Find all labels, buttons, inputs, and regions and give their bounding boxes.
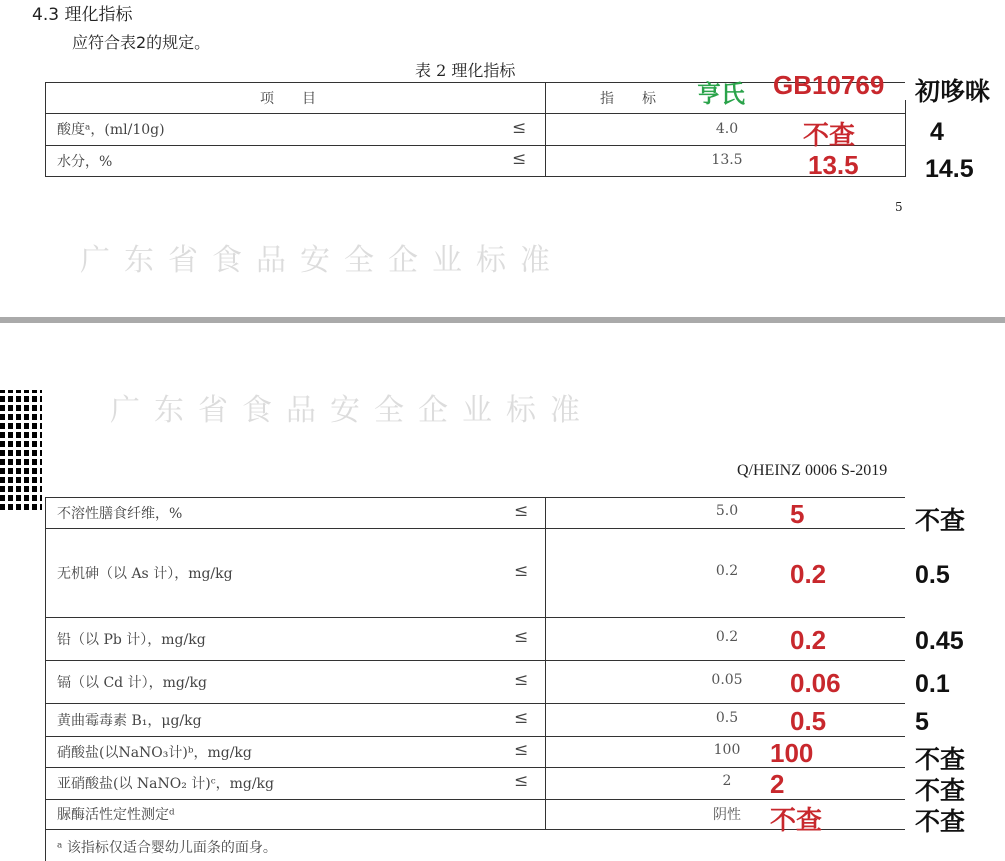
black-value: 0.45	[915, 626, 964, 655]
op: ≤	[512, 118, 527, 138]
black-value: 不查	[915, 745, 966, 774]
annot-black: 初哆咪	[915, 78, 991, 106]
row-item: 硝酸盐(以NaNO₃计)ᵇ，mg/kg	[57, 744, 252, 761]
black-value: 4	[930, 118, 944, 146]
red-value: 不查	[770, 805, 823, 835]
row-item: 酸度ᵃ，(ml/10g)	[57, 122, 165, 138]
row-item: 不溶性膳食纤维，%	[57, 505, 183, 522]
row-value: 0.2	[715, 628, 739, 645]
black-value: 0.5	[915, 560, 950, 589]
black-value: 5	[915, 707, 929, 736]
page-divider	[0, 317, 1005, 323]
row-value: 阴性	[713, 807, 741, 823]
black-value: 不查	[915, 777, 966, 805]
watermark: 广东省食品安全企业标准	[110, 393, 594, 428]
op: ≤	[514, 739, 529, 760]
op: ≤	[514, 626, 529, 647]
op: ≤	[512, 149, 527, 169]
row-value: 13.5	[711, 152, 743, 168]
annot-green: 亨氏	[697, 81, 745, 108]
red-value: 0.2	[790, 558, 827, 589]
red-value: 0.2	[790, 624, 827, 655]
row-value: 0.5	[715, 709, 739, 726]
row-value: 2	[722, 773, 732, 789]
row-item: 脲酶活性定性测定ᵈ	[57, 807, 175, 823]
section-heading: 4.3 理化指标	[32, 5, 133, 25]
op: ≤	[514, 560, 529, 581]
op: ≤	[514, 707, 529, 728]
row-value: 4.0	[715, 121, 739, 137]
row-item: 亚硝酸盐(以 NaNO₂ 计)ᶜ，mg/kg	[57, 776, 275, 792]
row-item: 无机砷（以 As 计），mg/kg	[57, 565, 233, 582]
red-value: 0.06	[790, 667, 841, 698]
op: ≤	[514, 771, 529, 791]
row-item: 黄曲霉毒素 B₁，μg/kg	[57, 712, 202, 729]
black-value: 0.1	[915, 669, 950, 698]
row-item: 铅（以 Pb 计），mg/kg	[57, 631, 206, 648]
red-value: 不查	[803, 120, 856, 150]
op: ≤	[514, 669, 529, 690]
row-value: 5.0	[715, 502, 739, 519]
row-value: 0.05	[711, 671, 743, 688]
red-value: 13.5	[808, 150, 859, 180]
annot-red: GB10769	[773, 70, 885, 100]
header-item: 项 目	[260, 90, 316, 107]
row-value: 100	[713, 741, 741, 758]
red-value: 2	[770, 769, 785, 799]
black-value: 不查	[915, 808, 966, 836]
header-value: 指 标	[600, 90, 656, 107]
table-title: 表 2 理化指标	[415, 61, 516, 80]
red-value: 100	[770, 737, 814, 768]
row-item: 镉（以 Cd 计），mg/kg	[57, 674, 207, 691]
standard-code: Q/HEINZ 0006 S-2019	[737, 462, 888, 479]
op: ≤	[514, 500, 529, 521]
footnote: ᵃ 该指标仅适合婴幼儿面条的面身。	[57, 840, 277, 856]
row-item: 水分，%	[57, 153, 113, 170]
qr-code	[0, 390, 42, 510]
row-value: 0.2	[715, 562, 739, 579]
black-value: 不查	[915, 506, 966, 535]
black-value: 14.5	[925, 155, 974, 183]
page-number: 5	[895, 200, 903, 214]
watermark: 广东省食品安全企业标准	[80, 243, 564, 278]
red-value: 5	[790, 498, 805, 529]
red-value: 0.5	[790, 705, 827, 736]
intro-text: 应符合表2的规定。	[72, 33, 211, 52]
